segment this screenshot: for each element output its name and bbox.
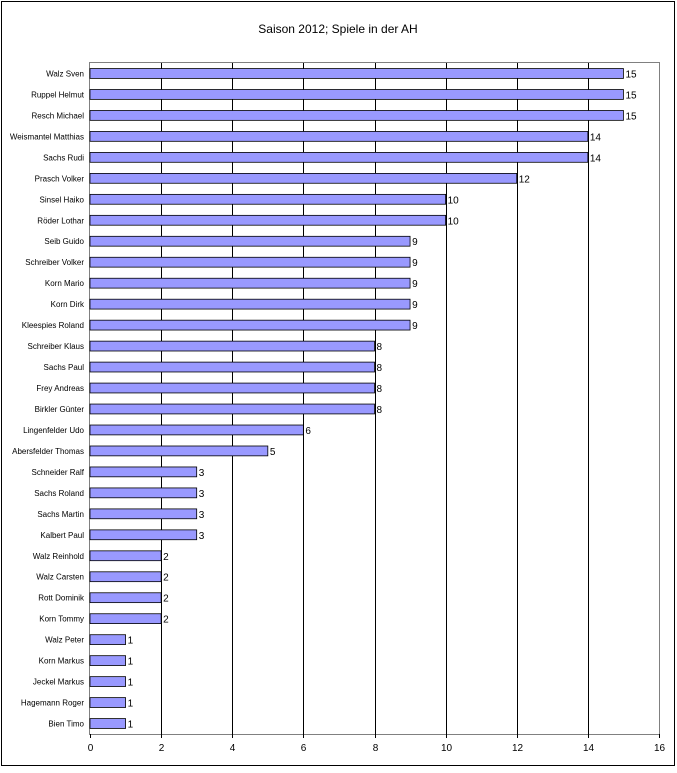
data-label: 1 [127,635,134,647]
bar [90,299,410,309]
x-tick-label: 10 [440,743,453,754]
data-label: 15 [625,90,637,102]
bar [90,215,446,225]
category-label: Korn Mario [44,279,84,289]
category-label: Kalbert Paul [40,530,84,540]
bar [90,362,375,372]
bar [90,572,161,582]
bar [90,152,588,162]
x-tick-label: 12 [511,743,524,754]
bar [90,383,375,393]
data-label: 3 [198,467,205,479]
data-label: 9 [412,300,418,312]
category-label: Jeckel Markus [32,677,84,687]
x-tick-label: 0 [87,743,94,754]
category-label: Walz Carsten [36,572,84,582]
category-label: Seib Guido [44,237,84,247]
bar [90,635,126,645]
data-label: 15 [625,69,637,81]
bar [90,551,161,561]
data-label: 1 [127,677,134,689]
data-label: 8 [376,404,383,416]
category-label: Sinsel Haiko [39,195,84,205]
category-label: Kleespies Roland [21,321,84,331]
bar [90,656,126,666]
category-label: Sachs Rudi [43,153,84,163]
bar [90,278,410,288]
bar [90,90,623,100]
bar [90,320,410,330]
data-label: 9 [412,237,418,249]
category-label: Sachs Martin [37,509,84,519]
data-label: 10 [447,216,459,228]
category-label: Lingenfelder Udo [23,425,84,435]
data-label: 8 [376,342,383,354]
category-label: Schreiber Klaus [27,342,84,352]
category-label: Sachs Roland [34,488,84,498]
category-label: Schreiber Volker [25,258,84,268]
category-label: Korn Dirk [50,300,84,310]
category-label: Bien Timo [48,719,84,729]
data-label: 15 [625,111,637,123]
x-tick-label: 16 [653,743,666,754]
data-label: 9 [412,321,418,333]
x-tick-label: 6 [300,743,307,754]
data-label: 14 [589,132,601,144]
category-label: Prasch Volker [34,174,84,184]
data-label: 5 [269,446,276,458]
data-label: 2 [163,572,169,584]
bar [90,593,161,603]
bar [90,131,588,141]
bar [90,614,161,624]
data-label: 1 [127,698,134,710]
bar [90,194,446,204]
data-label: 3 [198,488,205,500]
data-label: 12 [518,174,530,186]
data-label: 3 [198,509,205,521]
category-label: Korn Tommy [39,614,84,624]
bar [90,677,126,687]
data-label: 6 [305,425,311,437]
bar [90,719,126,729]
category-label: Röder Lothar [37,216,84,226]
data-label: 8 [376,363,383,375]
data-label: 9 [412,258,418,270]
data-label: 1 [127,656,134,668]
category-label: Rott Dominik [38,593,84,603]
data-label: 3 [198,530,205,542]
category-label: Walz Reinhold [32,551,84,561]
bar [90,698,126,708]
category-label: Abersfelder Thomas [12,446,84,456]
data-label: 9 [412,279,418,291]
category-label: Birkler Günter [34,404,84,414]
bar [90,257,410,267]
x-tick-label: 2 [158,743,165,754]
data-label: 8 [376,384,383,396]
bar [90,110,623,120]
bar [90,69,623,79]
bar [90,509,197,519]
category-label: Ruppel Helmut [31,90,84,100]
category-label: Schneider Ralf [31,467,84,477]
x-tick-label: 4 [229,743,236,754]
chart-title: Saison 2012; Spiele in der AH [258,22,418,36]
category-label: Korn Markus [38,656,84,666]
category-label: Walz Peter [45,635,84,645]
data-label: 14 [589,153,601,165]
x-tick-label: 8 [372,743,379,754]
bar [90,173,517,183]
data-label: 2 [163,593,169,605]
category-label: Resch Michael [31,111,84,121]
data-label: 2 [163,614,169,626]
category-label: Frey Andreas [36,384,84,394]
bar [90,488,197,498]
bar [90,236,410,246]
category-label: Weismantel Matthias [9,132,84,142]
category-label: Hagemann Roger [20,698,84,708]
category-label: Sachs Paul [43,363,84,373]
plot-area [90,63,660,735]
bar [90,530,197,540]
bar [90,341,375,351]
category-label: Walz Sven [46,69,84,79]
bar [90,404,375,414]
x-tick-label: 14 [582,743,595,754]
data-label: 1 [127,719,134,731]
bar [90,467,197,477]
bar [90,446,268,456]
bar [90,425,303,435]
data-label: 2 [163,551,169,563]
data-label: 10 [447,195,459,207]
